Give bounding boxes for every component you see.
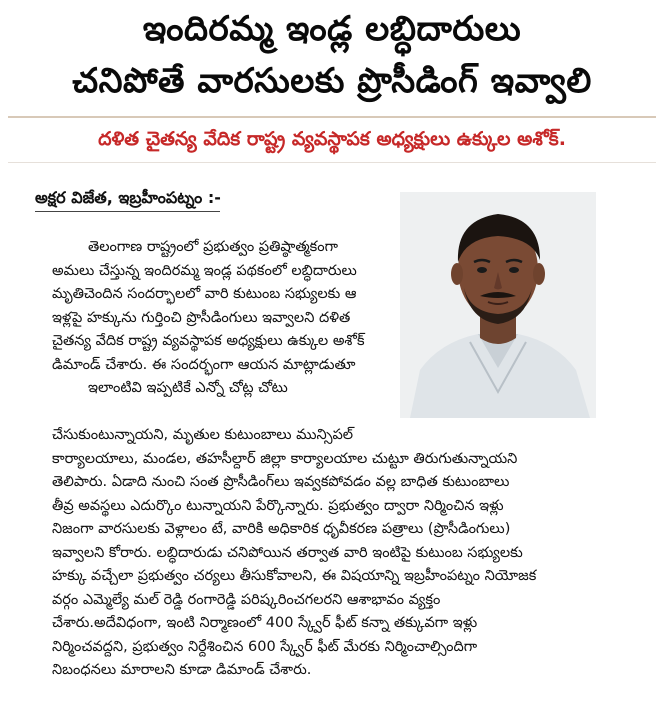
- article-line: తెలంగాణ రాష్ట్రంలో ప్రభుత్వం ప్రతిష్ఠాత్మకంగా: [88, 239, 338, 255]
- divider: [8, 116, 656, 118]
- article-line: ఇలాంటివి ఇప్పటికే ఎన్నో చోట్ల చోటు: [88, 380, 288, 396]
- article-line: ఇళ్లపై హక్కును గుర్తించి ప్రొసీడింగులు ఇవ్వాలని దళిత: [52, 309, 351, 326]
- article-line: నిబంధనలు మారాలని కూడా డిమాండ్ చేశారు.: [52, 662, 312, 678]
- article-line: కార్యాలయాలు, మండల, తహసీల్దార్ జిల్లా కార్యాలయాల చుట్టూ తిరుగుతున్నాయని: [52, 450, 518, 467]
- article-line: చైతన్య వేదిక రాష్ట్ర వ్యవస్థాపక అధ్యక్షులు ఉక్కుల అశోక్: [52, 333, 365, 349]
- article-line: చేశారు.అదేవిధంగా, ఇంటి నిర్మాణంలో 400 స్క్వేర్ ఫీట్ కన్నా తక్కువగా ఇళ్లు: [52, 615, 478, 631]
- article-line: నిజంగా వారసులకు వెళ్లాలం టే, వారికి అధికారిక ధృవీకరణ పత్రాలు (ప్రొసీడింగులు): [52, 521, 511, 537]
- portrait-photo: [400, 192, 596, 418]
- article-line: తీవ్ర అవస్థలు ఎదుర్కొం టున్నాయని పేర్కొన్నారు. ప్రభుత్వం ద్వారా నిర్మించిన ఇళ్లు: [52, 497, 504, 514]
- article-line: డిమాండ్ చేశారు. ఈ సందర్భంగా ఆయన మాట్లాడుతూ: [52, 356, 356, 373]
- article-line: వర్గం ఎమ్మెల్యే మల్ రెడ్డి రంగారెడ్డి పరిష్కరించగలరని ఆశాభావం వ్యక్తం: [52, 591, 441, 608]
- article-line: హక్కు వచ్చేలా ప్రభుత్వం చర్యలు తీసుకోవాలని, ఈ విషయాన్ని ఇబ్రహీంపట్నం నియోజక: [52, 568, 537, 584]
- article-line: ఇవ్వాలని కోరారు. లబ్ధిదారుడు చనిపోయిన తర్వాత వారి ఇంటిపై కుటుంబ సభ్యులకు: [52, 544, 523, 561]
- article-line: అమలు చేస్తున్న ఇందిరమ్మ ఇండ్ల పథకంలో లబ్ధిదారులు: [52, 262, 357, 279]
- byline: అక్షర విజేత, ఇబ్రహీంపట్నం :-: [35, 188, 221, 207]
- subheadline: దళిత చైతన్య వేదిక రాష్ట్ర వ్యవస్థాపక అధ్యక్షులు ఉక్కుల అశోక్.: [98, 128, 566, 150]
- article-line: తెలిపారు. ఏడాది నుంచి సంత ప్రొసీడింగ్‌లు ఇవ్వకపోవడం వల్ల బాధిత కుటుంబాలు: [52, 474, 510, 490]
- divider: [8, 162, 656, 163]
- article-paragraph-1: [52, 236, 392, 401]
- person-portrait-icon: [400, 192, 596, 418]
- article-line: మృతిచెందిన సందర్భాలలో వారి కుటుంబ సభ్యులకు ఆ: [52, 286, 357, 302]
- article-line: నిర్మించవద్దని, ప్రభుత్వం నిర్దేశించిన 600 స్క్వేర్ ఫీట్ మేరకు నిర్మించాల్సిందిగా: [52, 638, 478, 655]
- headline-line-1: ఇందిరమ్మ ఇండ్ల లబ్ధిదారులు: [142, 9, 522, 49]
- article-paragraph-2: [52, 424, 622, 683]
- headline-line-2: చనిపోతే వారసులకు ప్రొసీడింగ్ ఇవ్వాలి: [72, 61, 592, 101]
- byline-underline: [35, 211, 220, 212]
- article-line: చేసుకుంటున్నాయని, మృతుల కుటుంబాలు మున్సిపల్: [52, 427, 354, 443]
